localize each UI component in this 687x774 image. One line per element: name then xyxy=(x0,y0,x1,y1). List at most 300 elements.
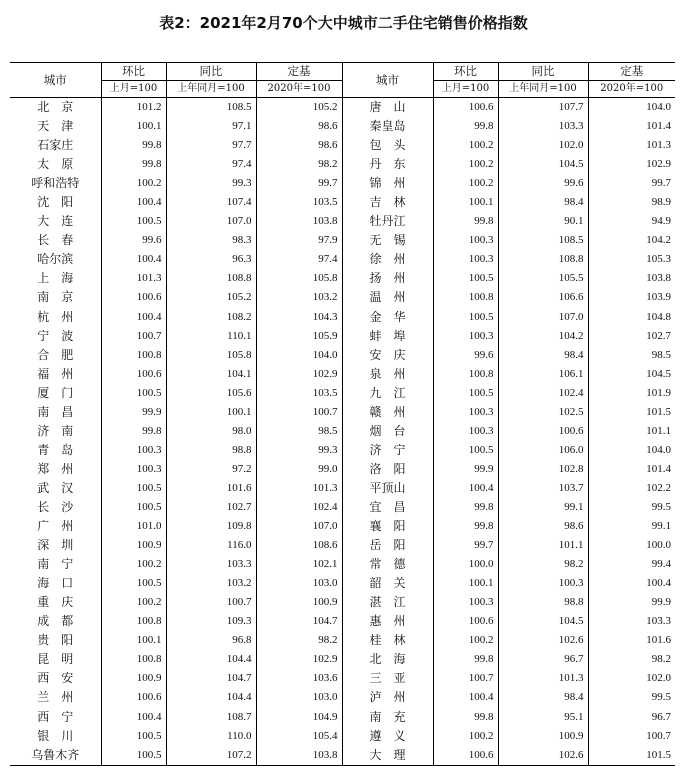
city-cell: 成 都 xyxy=(37,614,74,629)
yoy-cell: 107.4 xyxy=(166,193,256,212)
base-cell: 102.9 xyxy=(256,365,342,384)
base-cell: 101.4 xyxy=(588,117,675,136)
yoy-cell: 104.5 xyxy=(498,612,588,631)
city-cell: 宜 昌 xyxy=(342,498,433,517)
yoy-cell: 102.0 xyxy=(498,136,588,155)
base-cell: 103.2 xyxy=(256,288,342,307)
table-row xyxy=(10,231,675,250)
base-cell: 98.6 xyxy=(256,136,342,155)
table-row xyxy=(10,155,675,174)
table-row xyxy=(10,269,675,288)
city-cell: 大 连 xyxy=(37,214,74,229)
mom-cell: 100.3 xyxy=(101,441,166,460)
base-cell: 102.4 xyxy=(256,498,342,517)
table-row xyxy=(10,403,675,422)
yoy-cell: 97.7 xyxy=(166,136,256,155)
mom-header: 环比 xyxy=(433,63,498,81)
base-cell: 104.3 xyxy=(256,308,342,327)
base-cell: 104.0 xyxy=(588,98,675,118)
base-header: 定基 xyxy=(588,63,675,81)
yoy-cell: 107.2 xyxy=(166,746,256,766)
city-cell: 襄 阳 xyxy=(342,517,433,536)
base-cell: 100.4 xyxy=(588,574,675,593)
base-cell: 98.2 xyxy=(588,650,675,669)
base-cell: 104.0 xyxy=(256,346,342,365)
base-cell: 103.8 xyxy=(256,746,342,766)
table-row xyxy=(10,193,675,212)
mom-cell: 101.3 xyxy=(101,269,166,288)
yoy-cell: 103.2 xyxy=(166,574,256,593)
yoy-cell: 102.4 xyxy=(498,384,588,403)
yoy-cell: 97.2 xyxy=(166,460,256,479)
yoy-cell: 98.0 xyxy=(166,422,256,441)
base-cell: 101.1 xyxy=(588,422,675,441)
table-row xyxy=(10,593,675,612)
base-cell: 99.5 xyxy=(588,498,675,517)
base-cell: 99.7 xyxy=(256,174,342,193)
base-cell: 97.4 xyxy=(256,250,342,269)
city-cell: 赣 州 xyxy=(342,403,433,422)
yoy-cell: 107.7 xyxy=(498,98,588,118)
table-row xyxy=(10,669,675,688)
mom-subheader: 上月=100 xyxy=(433,81,498,98)
base-subheader: 2020年=100 xyxy=(588,81,675,98)
yoy-cell: 110.1 xyxy=(166,327,256,346)
base-cell: 105.4 xyxy=(256,727,342,746)
base-cell: 99.0 xyxy=(256,460,342,479)
base-cell: 102.1 xyxy=(256,555,342,574)
city-cell: 杭 州 xyxy=(37,309,74,324)
city-cell: 济 宁 xyxy=(342,441,433,460)
yoy-cell: 107.0 xyxy=(498,308,588,327)
city-cell: 无 锡 xyxy=(342,231,433,250)
city-cell: 长 沙 xyxy=(37,500,74,514)
mom-cell: 101.0 xyxy=(101,517,166,536)
mom-subheader: 上月=100 xyxy=(101,81,166,98)
city-cell: 合 肥 xyxy=(37,347,74,362)
yoy-cell: 98.8 xyxy=(498,593,588,612)
base-cell: 98.5 xyxy=(588,346,675,365)
yoy-cell: 105.2 xyxy=(166,288,256,307)
city-cell: 石家庄 xyxy=(37,138,74,153)
base-cell: 103.6 xyxy=(256,669,342,688)
table-row xyxy=(10,498,675,517)
base-cell: 101.5 xyxy=(588,746,675,766)
mom-cell: 100.5 xyxy=(433,269,498,288)
mom-cell: 100.2 xyxy=(101,555,166,574)
base-cell: 102.9 xyxy=(588,155,675,174)
city-cell: 遵 义 xyxy=(342,727,433,746)
city-cell: 武 汉 xyxy=(37,480,74,495)
city-cell: 南 昌 xyxy=(37,404,74,419)
base-cell: 100.0 xyxy=(588,536,675,555)
city-cell: 岳 阳 xyxy=(342,536,433,555)
mom-cell: 100.2 xyxy=(433,174,498,193)
city-cell: 牡丹江 xyxy=(342,212,433,231)
yoy-cell: 116.0 xyxy=(166,536,256,555)
city-cell: 银 川 xyxy=(37,728,74,743)
yoy-cell: 103.3 xyxy=(498,117,588,136)
mom-cell: 100.1 xyxy=(101,117,166,136)
city-cell: 昆 明 xyxy=(37,652,74,667)
mom-cell: 100.8 xyxy=(101,650,166,669)
base-cell: 104.5 xyxy=(588,365,675,384)
mom-cell: 100.5 xyxy=(101,746,166,766)
mom-cell: 100.1 xyxy=(433,193,498,212)
base-cell: 102.0 xyxy=(588,669,675,688)
mom-cell: 100.9 xyxy=(101,669,166,688)
city-cell: 贵 阳 xyxy=(37,633,74,648)
city-cell: 温 州 xyxy=(342,288,433,307)
yoy-cell: 108.5 xyxy=(498,231,588,250)
mom-cell: 100.2 xyxy=(101,593,166,612)
base-cell: 102.7 xyxy=(588,327,675,346)
city-cell: 蚌 埠 xyxy=(342,327,433,346)
mom-cell: 100.5 xyxy=(101,384,166,403)
mom-cell: 100.4 xyxy=(101,250,166,269)
yoy-cell: 110.0 xyxy=(166,727,256,746)
yoy-cell: 109.3 xyxy=(166,612,256,631)
mom-cell: 100.8 xyxy=(101,612,166,631)
yoy-subheader: 上年同月=100 xyxy=(166,81,256,98)
mom-cell: 100.5 xyxy=(101,212,166,231)
mom-cell: 100.3 xyxy=(433,231,498,250)
table-row xyxy=(10,250,675,269)
mom-cell: 99.7 xyxy=(433,536,498,555)
table-row xyxy=(10,422,675,441)
yoy-cell: 100.9 xyxy=(498,727,588,746)
base-cell: 105.8 xyxy=(256,269,342,288)
yoy-cell: 104.5 xyxy=(498,155,588,174)
base-cell: 98.2 xyxy=(256,631,342,650)
mom-cell: 99.8 xyxy=(101,155,166,174)
mom-cell: 100.2 xyxy=(433,727,498,746)
yoy-cell: 106.1 xyxy=(498,365,588,384)
mom-cell: 100.6 xyxy=(101,288,166,307)
city-cell: 郑 州 xyxy=(37,461,74,476)
base-subheader: 2020年=100 xyxy=(256,81,342,98)
base-cell: 96.7 xyxy=(588,708,675,727)
base-cell: 99.9 xyxy=(588,593,675,612)
mom-cell: 100.6 xyxy=(433,746,498,766)
city-cell: 金 华 xyxy=(342,308,433,327)
mom-cell: 100.7 xyxy=(433,669,498,688)
city-cell: 泸 州 xyxy=(342,688,433,707)
mom-cell: 100.6 xyxy=(101,688,166,707)
mom-cell: 100.9 xyxy=(101,536,166,555)
yoy-cell: 102.6 xyxy=(498,631,588,650)
yoy-cell: 101.6 xyxy=(166,479,256,498)
mom-cell: 100.4 xyxy=(433,688,498,707)
mom-cell: 99.9 xyxy=(101,403,166,422)
mom-cell: 100.3 xyxy=(433,593,498,612)
city-cell: 洛 阳 xyxy=(342,460,433,479)
table-row xyxy=(10,746,675,766)
base-cell: 103.8 xyxy=(588,269,675,288)
yoy-cell: 96.8 xyxy=(166,631,256,650)
mom-cell: 100.3 xyxy=(433,250,498,269)
yoy-cell: 108.7 xyxy=(166,708,256,727)
base-cell: 108.6 xyxy=(256,536,342,555)
yoy-subheader: 上年同月=100 xyxy=(498,81,588,98)
price-index-table-wrapper xyxy=(10,62,675,766)
city-cell: 惠 州 xyxy=(342,612,433,631)
base-cell: 105.2 xyxy=(256,98,342,118)
base-cell: 101.3 xyxy=(588,136,675,155)
mom-cell: 100.2 xyxy=(433,631,498,650)
table-row xyxy=(10,365,675,384)
mom-cell: 100.2 xyxy=(433,136,498,155)
yoy-cell: 100.7 xyxy=(166,593,256,612)
city-cell: 北 海 xyxy=(342,650,433,669)
mom-cell: 100.2 xyxy=(433,155,498,174)
mom-cell: 100.5 xyxy=(433,308,498,327)
base-cell: 101.3 xyxy=(256,479,342,498)
mom-cell: 100.6 xyxy=(433,612,498,631)
yoy-cell: 100.6 xyxy=(498,422,588,441)
table-row xyxy=(10,174,675,193)
yoy-cell: 104.4 xyxy=(166,688,256,707)
base-cell: 105.9 xyxy=(256,327,342,346)
mom-cell: 99.8 xyxy=(433,708,498,727)
city-cell: 平顶山 xyxy=(342,479,433,498)
city-cell: 桂 林 xyxy=(342,631,433,650)
table-row xyxy=(10,460,675,479)
yoy-cell: 97.1 xyxy=(166,117,256,136)
yoy-cell: 98.4 xyxy=(498,346,588,365)
city-cell: 吉 林 xyxy=(342,193,433,212)
city-cell: 湛 江 xyxy=(342,593,433,612)
yoy-cell: 102.7 xyxy=(166,498,256,517)
city-cell: 兰 州 xyxy=(37,690,74,705)
base-cell: 99.5 xyxy=(588,688,675,707)
mom-cell: 100.3 xyxy=(433,403,498,422)
city-cell: 三 亚 xyxy=(342,669,433,688)
city-cell: 南 宁 xyxy=(37,557,74,572)
page-title: 表2：2021年2月70个大中城市二手住宅销售价格指数 xyxy=(159,14,528,32)
mom-cell: 99.9 xyxy=(433,460,498,479)
mom-cell: 99.8 xyxy=(101,422,166,441)
base-cell: 99.4 xyxy=(588,555,675,574)
yoy-cell: 99.3 xyxy=(166,174,256,193)
city-cell: 广 州 xyxy=(37,519,74,534)
yoy-cell: 100.1 xyxy=(166,403,256,422)
base-cell: 103.5 xyxy=(256,193,342,212)
mom-cell: 100.8 xyxy=(433,365,498,384)
base-cell: 99.7 xyxy=(588,174,675,193)
yoy-cell: 103.7 xyxy=(498,479,588,498)
base-cell: 98.5 xyxy=(256,422,342,441)
table-row xyxy=(10,346,675,365)
city-cell: 唐 山 xyxy=(342,98,433,118)
city-cell: 太 原 xyxy=(37,157,74,172)
yoy-cell: 101.1 xyxy=(498,536,588,555)
city-cell: 秦皇岛 xyxy=(342,117,433,136)
yoy-cell: 105.6 xyxy=(166,384,256,403)
mom-cell: 100.2 xyxy=(101,174,166,193)
mom-cell: 99.8 xyxy=(433,212,498,231)
city-cell: 安 庆 xyxy=(342,346,433,365)
city-cell: 乌鲁木齐 xyxy=(10,746,101,766)
yoy-header: 同比 xyxy=(166,63,256,81)
base-cell: 99.1 xyxy=(588,517,675,536)
base-header: 定基 xyxy=(256,63,342,81)
base-cell: 100.9 xyxy=(256,593,342,612)
mom-cell: 99.8 xyxy=(433,117,498,136)
yoy-cell: 99.1 xyxy=(498,498,588,517)
base-cell: 102.2 xyxy=(588,479,675,498)
base-cell: 103.3 xyxy=(588,612,675,631)
mom-cell: 100.3 xyxy=(433,422,498,441)
base-cell: 100.7 xyxy=(256,403,342,422)
table-row xyxy=(10,708,675,727)
yoy-cell: 100.3 xyxy=(498,574,588,593)
yoy-cell: 104.4 xyxy=(166,650,256,669)
table-row xyxy=(10,98,675,118)
yoy-cell: 102.8 xyxy=(498,460,588,479)
yoy-cell: 102.6 xyxy=(498,746,588,766)
city-cell: 九 江 xyxy=(342,384,433,403)
table-row xyxy=(10,327,675,346)
table-body xyxy=(10,98,675,766)
city-cell: 锦 州 xyxy=(342,174,433,193)
yoy-cell: 106.6 xyxy=(498,288,588,307)
table-row xyxy=(10,727,675,746)
mom-cell: 99.8 xyxy=(433,498,498,517)
mom-cell: 100.5 xyxy=(101,727,166,746)
city-cell: 丹 东 xyxy=(342,155,433,174)
yoy-cell: 95.1 xyxy=(498,708,588,727)
yoy-cell: 109.8 xyxy=(166,517,256,536)
mom-cell: 99.6 xyxy=(433,346,498,365)
mom-header: 环比 xyxy=(101,63,166,81)
mom-cell: 100.6 xyxy=(101,365,166,384)
mom-cell: 100.4 xyxy=(101,708,166,727)
yoy-cell: 101.3 xyxy=(498,669,588,688)
yoy-cell: 97.4 xyxy=(166,155,256,174)
table-row xyxy=(10,212,675,231)
table-row xyxy=(10,517,675,536)
mom-cell: 100.6 xyxy=(433,98,498,118)
yoy-cell: 99.6 xyxy=(498,174,588,193)
yoy-cell: 96.7 xyxy=(498,650,588,669)
base-cell: 104.7 xyxy=(256,612,342,631)
yoy-cell: 90.1 xyxy=(498,212,588,231)
city-cell: 徐 州 xyxy=(342,250,433,269)
yoy-cell: 106.0 xyxy=(498,441,588,460)
base-cell: 104.0 xyxy=(588,441,675,460)
city-cell: 西 宁 xyxy=(37,709,74,724)
table-row xyxy=(10,612,675,631)
base-cell: 105.3 xyxy=(588,250,675,269)
mom-cell: 100.5 xyxy=(433,441,498,460)
city-cell: 厦 门 xyxy=(37,385,74,400)
city-cell: 包 头 xyxy=(342,136,433,155)
table-row xyxy=(10,688,675,707)
yoy-cell: 98.4 xyxy=(498,688,588,707)
price-index-table xyxy=(10,62,675,766)
mom-cell: 100.8 xyxy=(101,346,166,365)
mom-cell: 99.8 xyxy=(433,517,498,536)
mom-cell: 100.3 xyxy=(433,327,498,346)
yoy-header: 同比 xyxy=(498,63,588,81)
base-cell: 101.4 xyxy=(588,460,675,479)
yoy-cell: 105.8 xyxy=(166,346,256,365)
yoy-cell: 104.7 xyxy=(166,669,256,688)
base-cell: 101.5 xyxy=(588,403,675,422)
city-cell: 沈 阳 xyxy=(37,195,74,210)
mom-cell: 100.4 xyxy=(101,308,166,327)
yoy-cell: 108.5 xyxy=(166,98,256,118)
city-cell: 呼和浩特 xyxy=(31,176,80,191)
base-cell: 100.7 xyxy=(588,727,675,746)
base-cell: 107.0 xyxy=(256,517,342,536)
mom-cell: 100.5 xyxy=(101,479,166,498)
city-cell: 宁 波 xyxy=(37,328,74,343)
city-cell: 青 岛 xyxy=(37,442,74,457)
city-cell: 哈尔滨 xyxy=(37,252,74,267)
city-cell: 北 京 xyxy=(37,100,74,115)
base-cell: 101.6 xyxy=(588,631,675,650)
city-cell: 上 海 xyxy=(37,271,74,286)
table-row xyxy=(10,555,675,574)
city-cell: 济 南 xyxy=(37,423,74,438)
city-cell: 南 充 xyxy=(342,708,433,727)
mom-cell: 100.5 xyxy=(101,498,166,517)
yoy-cell: 108.8 xyxy=(166,269,256,288)
base-cell: 104.8 xyxy=(588,308,675,327)
city-cell: 重 庆 xyxy=(37,595,74,610)
base-cell: 104.2 xyxy=(588,231,675,250)
base-cell: 99.3 xyxy=(256,441,342,460)
yoy-cell: 105.5 xyxy=(498,269,588,288)
mom-cell: 99.8 xyxy=(101,136,166,155)
base-cell: 98.6 xyxy=(256,117,342,136)
table-row xyxy=(10,536,675,555)
table-row xyxy=(10,308,675,327)
mom-cell: 101.2 xyxy=(101,98,166,118)
mom-cell: 100.1 xyxy=(101,631,166,650)
mom-cell: 100.5 xyxy=(101,574,166,593)
yoy-cell: 102.5 xyxy=(498,403,588,422)
base-cell: 103.8 xyxy=(256,212,342,231)
table-row xyxy=(10,117,675,136)
base-cell: 97.9 xyxy=(256,231,342,250)
city-cell: 长 春 xyxy=(37,233,74,248)
yoy-cell: 98.8 xyxy=(166,441,256,460)
city-cell: 韶 关 xyxy=(342,574,433,593)
city-cell: 泉 州 xyxy=(342,365,433,384)
base-cell: 94.9 xyxy=(588,212,675,231)
city-cell: 大 理 xyxy=(342,746,433,766)
table-row xyxy=(10,288,675,307)
city-cell: 南 京 xyxy=(37,290,74,305)
city-cell: 西 安 xyxy=(37,671,74,686)
city-cell: 海 口 xyxy=(37,576,74,591)
mom-cell: 99.8 xyxy=(433,650,498,669)
city-cell: 扬 州 xyxy=(342,269,433,288)
yoy-cell: 98.3 xyxy=(166,231,256,250)
yoy-cell: 96.3 xyxy=(166,250,256,269)
yoy-cell: 108.8 xyxy=(498,250,588,269)
yoy-cell: 108.2 xyxy=(166,308,256,327)
yoy-cell: 104.1 xyxy=(166,365,256,384)
city-header: 城市 xyxy=(342,63,433,98)
yoy-cell: 98.4 xyxy=(498,193,588,212)
base-cell: 104.9 xyxy=(256,708,342,727)
table-row xyxy=(10,631,675,650)
base-cell: 102.9 xyxy=(256,650,342,669)
